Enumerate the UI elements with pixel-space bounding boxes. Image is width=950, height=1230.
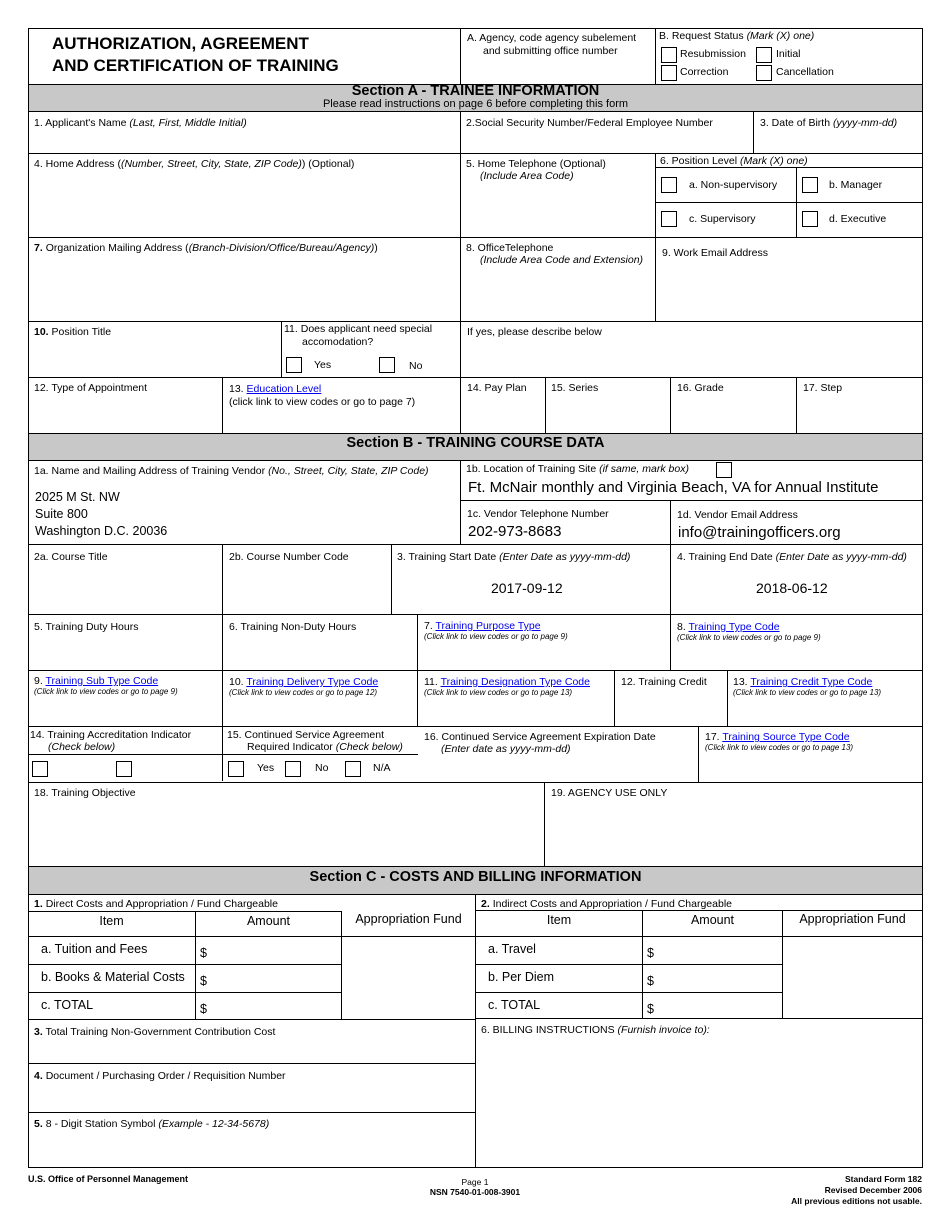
correction-checkbox[interactable]	[661, 65, 677, 81]
divider	[222, 544, 223, 781]
course-title-label: 2a. Course Title	[34, 551, 108, 563]
divider	[28, 544, 923, 545]
divider	[28, 321, 923, 322]
dob-label: 3. Date of Birth (yyyy-mm-dd)	[760, 117, 898, 129]
divider	[28, 237, 923, 238]
divider	[670, 377, 671, 433]
training-type-label: 8. Training Type Code	[677, 621, 780, 633]
source-type-label: 17. Training Source Type Code	[705, 731, 850, 743]
divider	[28, 153, 923, 154]
divider	[28, 726, 923, 727]
vendor-address-line1: 2025 M St. NW	[35, 490, 120, 504]
csa-no-checkbox[interactable]	[285, 761, 301, 777]
per-diem-label: b. Per Diem	[488, 970, 554, 984]
agency-use-label: 19. AGENCY USE ONLY	[551, 787, 668, 799]
credit-type-hint: (Click link to view codes or go to page 13)	[733, 688, 882, 697]
divider	[614, 670, 615, 726]
home-address-label: 4. Home Address ((Number, Street, City, State, ZIP Code)) (Optional)	[34, 158, 355, 170]
form-title-line1: AUTHORIZATION, AGREEMENT	[52, 34, 309, 53]
divider	[545, 377, 546, 433]
csa-label-2: Required Indicator (Check below)	[247, 741, 403, 753]
tuition-amount[interactable]: $	[200, 946, 207, 960]
non-supervisory-checkbox[interactable]	[661, 177, 677, 193]
station-symbol-label: 5. 8 - Digit Station Symbol (Example - 12-34-5678)	[34, 1118, 270, 1130]
divider	[28, 754, 418, 755]
divider	[28, 377, 923, 378]
direct-total-label: c. TOTAL	[41, 998, 94, 1012]
section-a-subtitle: Please read instructions on page 6 before completing this form	[322, 98, 629, 110]
accreditation-no-checkbox[interactable]	[116, 761, 132, 777]
cancellation-checkbox[interactable]	[756, 65, 772, 81]
direct-costs-label: 1. Direct Costs and Appropriation / Fund Chargeable	[34, 898, 278, 910]
accommodation-label-2: accomodation?	[302, 336, 374, 348]
section-b-title: Section B - TRAINING COURSE DATA	[346, 435, 605, 451]
divider	[727, 670, 728, 726]
divider	[391, 544, 392, 614]
csa-label: 15. Continued Service Agreement	[227, 729, 385, 741]
end-date-label: 4. Training End Date (Enter Date as yyyy-mm-dd)	[677, 551, 907, 563]
divider	[28, 782, 923, 783]
vendor-email-label: 1d. Vendor Email Address	[677, 509, 798, 521]
divider	[28, 992, 341, 993]
grade-label: 16. Grade	[677, 382, 724, 394]
direct-total-amount[interactable]: $	[200, 1002, 207, 1016]
training-objective-label: 18. Training Objective	[34, 787, 136, 799]
travel-label: a. Travel	[488, 942, 536, 956]
divider	[460, 111, 461, 321]
training-type-link[interactable]: Training Type Code	[688, 621, 780, 633]
education-level-link[interactable]: Education Level	[246, 383, 322, 395]
divider	[222, 377, 223, 433]
divider	[28, 911, 341, 912]
tuition-label: a. Tuition and Fees	[41, 942, 148, 956]
purpose-type-link[interactable]: Training Purpose Type	[435, 620, 541, 632]
divider	[655, 28, 656, 84]
credit-type-label: 13. Training Credit Type Code	[733, 676, 873, 688]
ssn-label: 2.Social Security Number/Federal Employee Number	[466, 117, 713, 129]
org-address-label: 7. Organization Mailing Address ((Branch-Division/Office/Bureau/Agency))	[34, 242, 378, 254]
csa-expiration-label: 16. Continued Service Agreement Expiration Date	[424, 731, 656, 743]
training-site-value[interactable]: Ft. McNair monthly and Virginia Beach, VA for Annual Institute	[468, 479, 879, 496]
per-diem-amount[interactable]: $	[647, 974, 654, 988]
sub-type-link[interactable]: Training Sub Type Code	[45, 675, 159, 687]
csa-na-label: N/A	[373, 762, 391, 774]
books-amount[interactable]: $	[200, 974, 207, 988]
supervisory-label: c. Supervisory	[689, 213, 756, 225]
divider	[475, 1018, 923, 1019]
divider	[28, 964, 341, 965]
manager-label: b. Manager	[829, 179, 883, 191]
source-type-hint: (Click link to view codes or go to page 13)	[705, 743, 854, 752]
indirect-amount-header: Amount	[690, 913, 735, 927]
manager-checkbox[interactable]	[802, 177, 818, 193]
divider	[460, 500, 923, 501]
purpose-type-hint: (Click link to view codes or go to page 9)	[424, 632, 568, 641]
executive-checkbox[interactable]	[802, 211, 818, 227]
divider	[460, 460, 461, 544]
start-date-value[interactable]: 2017-09-12	[491, 580, 563, 596]
divider	[28, 111, 923, 112]
divider	[475, 910, 923, 911]
executive-label: d. Executive	[829, 213, 887, 225]
delivery-type-link[interactable]: Training Delivery Type Code	[246, 676, 379, 688]
form-title-line2: AND CERTIFICATION OF TRAINING	[52, 56, 339, 75]
non-supervisory-label: a. Non-supervisory	[689, 179, 778, 191]
direct-amount-header: Amount	[246, 914, 291, 928]
home-telephone-hint: (Include Area Code)	[480, 170, 574, 182]
divider	[28, 1063, 476, 1064]
divider	[475, 964, 782, 965]
office-telephone-label: 8. OfficeTelephone	[466, 242, 554, 254]
indirect-total-amount[interactable]: $	[647, 1002, 654, 1016]
divider	[475, 992, 782, 993]
divider	[670, 544, 671, 614]
purpose-type-label: 7. Training Purpose Type	[424, 620, 541, 632]
csa-yes-checkbox[interactable]	[228, 761, 244, 777]
start-date-label: 3. Training Start Date (Enter Date as yyyy-mm-dd)	[397, 551, 631, 563]
frame-top	[28, 28, 923, 29]
training-credit-label: 12. Training Credit	[621, 676, 707, 688]
vendor-address-line2: Suite 800	[35, 507, 88, 521]
section-a-title: Section A - TRAINEE INFORMATION	[351, 83, 600, 99]
sub-type-label: 9. Training Sub Type Code	[34, 675, 159, 687]
home-telephone-label: 5. Home Telephone (Optional)	[466, 158, 606, 170]
credit-type-link[interactable]: Training Credit Type Code	[750, 676, 873, 688]
designation-type-label: 11. Training Designation Type Code	[424, 676, 590, 688]
applicant-name-label: 1. Applicant's Name (Last, First, Middle Initial)	[34, 117, 247, 129]
appointment-type-label: 12. Type of Appointment	[34, 382, 148, 394]
source-type-link[interactable]: Training Source Type Code	[722, 731, 850, 743]
indirect-item-header: Item	[546, 913, 572, 927]
divider	[281, 321, 282, 377]
end-date-value[interactable]: 2018-06-12	[756, 580, 828, 596]
initial-checkbox[interactable]	[756, 47, 772, 63]
work-email-label: 9. Work Email Address	[662, 247, 769, 259]
vendor-phone-value[interactable]: 202-973-8683	[468, 523, 562, 540]
accommodation-describe-label: If yes, please describe below	[467, 326, 602, 338]
agency-label: A. Agency, code agency subelement	[467, 32, 637, 44]
resubmission-label: Resubmission	[680, 48, 746, 60]
divider	[460, 28, 461, 84]
divider	[28, 1019, 476, 1020]
csa-na-checkbox[interactable]	[345, 761, 361, 777]
course-number-label: 2b. Course Number Code	[229, 551, 349, 563]
direct-fund-header: Appropriation Fund	[355, 912, 462, 926]
training-site-label: 1b. Location of Training Site (if same, mark box)	[466, 463, 689, 475]
divider	[796, 377, 797, 433]
office-telephone-hint: (Include Area Code and Extension)	[480, 254, 644, 266]
position-level-label: 6. Position Level (Mark (X) one)	[660, 155, 808, 167]
duty-hours-label: 5. Training Duty Hours	[34, 621, 139, 633]
divider	[655, 167, 923, 168]
series-label: 15. Series	[551, 382, 599, 394]
divider	[28, 460, 923, 461]
divider	[475, 936, 923, 937]
accommodation-label: 11. Does applicant need special	[284, 323, 433, 335]
request-status-label: B. Request Status (Mark (X) one)	[659, 30, 815, 42]
divider	[28, 936, 476, 937]
agency-label-2: and submitting office number	[483, 45, 618, 57]
vendor-email-value[interactable]: info@trainingofficers.org	[678, 524, 841, 541]
footer-editions: All previous editions not usable.	[791, 1196, 922, 1206]
training-type-hint: (Click link to view codes or go to page 9)	[677, 633, 821, 642]
designation-type-link[interactable]: Training Designation Type Code	[440, 676, 590, 688]
divider	[28, 614, 923, 615]
vendor-address-line3: Washington D.C. 20036	[35, 524, 168, 538]
divider	[753, 111, 754, 153]
accreditation-hint: (Check below)	[48, 741, 116, 753]
frame-right	[922, 28, 923, 1168]
designation-type-hint: (Click link to view codes or go to page 13)	[424, 688, 573, 697]
footer-nsn: NSN 7540-01-008-3901	[429, 1187, 521, 1197]
accommodation-yes-checkbox[interactable]	[286, 357, 302, 373]
divider	[28, 1112, 476, 1113]
step-label: 17. Step	[803, 382, 843, 394]
indirect-fund-header: Appropriation Fund	[799, 912, 906, 926]
frame-left	[28, 28, 29, 1168]
document-number-label: 4. Document / Purchasing Order / Requisition Number	[34, 1070, 286, 1082]
divider	[28, 670, 923, 671]
vendor-phone-label: 1c. Vendor Telephone Number	[467, 508, 609, 520]
cancellation-label: Cancellation	[776, 66, 834, 78]
accreditation-label: 14. Training Accreditation Indicator	[30, 729, 192, 741]
footer-revised: Revised December 2006	[824, 1185, 922, 1195]
accommodation-no-checkbox[interactable]	[379, 357, 395, 373]
indirect-total-label: c. TOTAL	[488, 998, 541, 1012]
non-gov-cost-label: 3. Total Training Non-Government Contribution Cost	[34, 1026, 276, 1038]
direct-item-header: Item	[99, 914, 124, 928]
vendor-name-label: 1a. Name and Mailing Address of Training Vendor (No., Street, City, State, ZIP Code)	[34, 465, 429, 477]
billing-instructions-label: 6. BILLING INSTRUCTIONS (Furnish invoice to):	[481, 1024, 710, 1036]
delivery-type-hint: (Click link to view codes or go to page 12)	[229, 688, 378, 697]
divider	[544, 782, 545, 866]
accommodation-yes-label: Yes	[314, 359, 332, 371]
resubmission-checkbox[interactable]	[661, 47, 677, 63]
csa-no-label: No	[315, 762, 329, 774]
initial-label: Initial	[776, 48, 801, 60]
travel-amount[interactable]: $	[647, 946, 654, 960]
position-title-label: 10. Position Title	[34, 326, 112, 338]
education-level-hint: (click link to view codes or go to page 7)	[229, 396, 416, 408]
sub-type-hint: (Click link to view codes or go to page 9)	[34, 687, 178, 696]
divider	[670, 614, 671, 670]
csa-expiration-hint: (Enter date as yyyy-mm-dd)	[441, 743, 571, 755]
footer-agency: U.S. Office of Personnel Management	[28, 1174, 189, 1184]
correction-label: Correction	[680, 66, 729, 78]
accommodation-no-label: No	[409, 360, 423, 372]
footer-standard-form: Standard Form 182	[845, 1174, 922, 1184]
divider	[698, 726, 699, 782]
accreditation-yes-checkbox[interactable]	[32, 761, 48, 777]
indirect-costs-label: 2. Indirect Costs and Appropriation / Fund Chargeable	[481, 898, 732, 910]
footer-page: Page 1	[461, 1177, 489, 1187]
education-level-label: 13. Education Level	[229, 383, 322, 395]
pay-plan-label: 14. Pay Plan	[467, 382, 527, 394]
divider	[670, 500, 671, 544]
supervisory-checkbox[interactable]	[661, 211, 677, 227]
csa-yes-label: Yes	[257, 762, 275, 774]
non-duty-hours-label: 6. Training Non-Duty Hours	[229, 621, 357, 633]
books-label: b. Books & Material Costs	[41, 970, 185, 984]
divider	[655, 202, 923, 203]
section-c-title: Section C - COSTS AND BILLING INFORMATION	[309, 869, 642, 885]
divider	[341, 911, 342, 1019]
training-site-same-checkbox[interactable]	[716, 462, 732, 478]
delivery-type-label: 10. Training Delivery Type Code	[229, 676, 379, 688]
